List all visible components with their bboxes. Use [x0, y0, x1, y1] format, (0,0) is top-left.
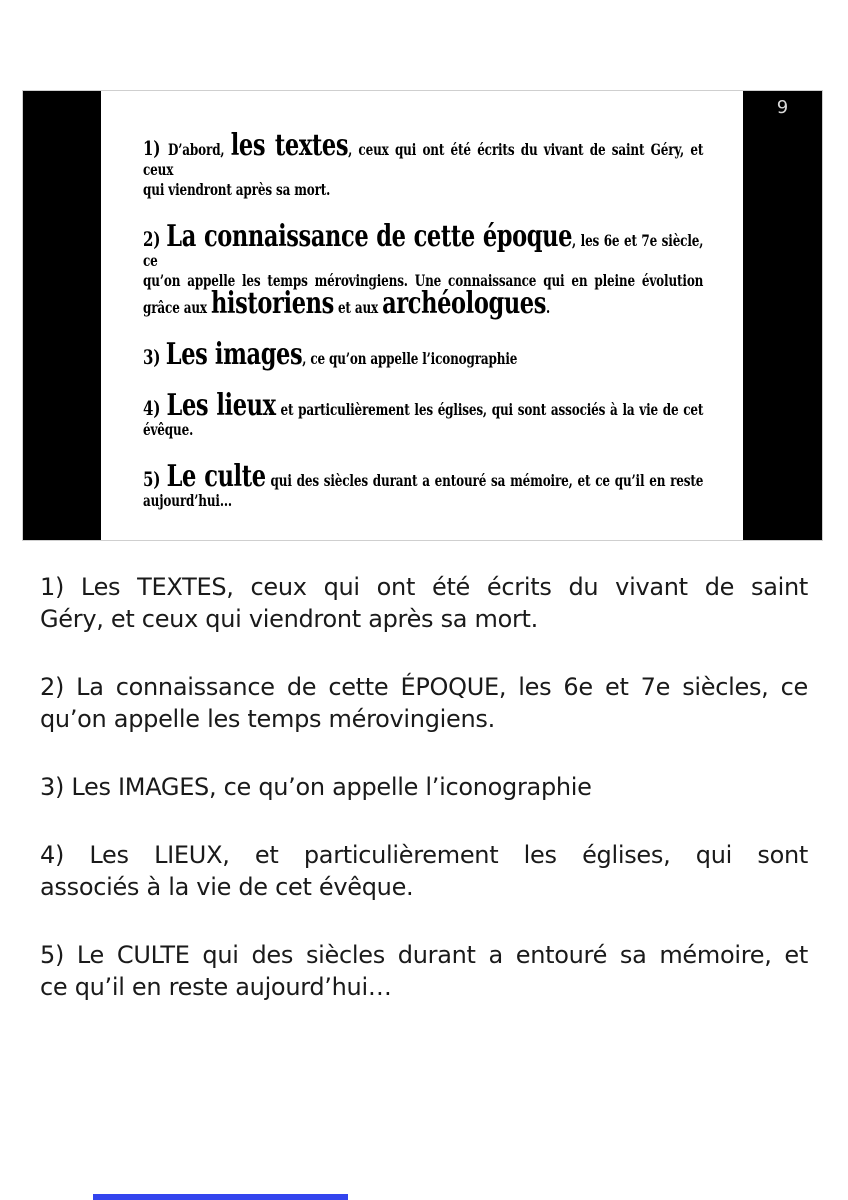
slide-text — [143, 128, 704, 511]
transcript-paragraph — [40, 671, 808, 735]
slide-text-segment: évêque. — [143, 420, 194, 439]
slide-text-line — [143, 337, 703, 372]
transcript-paragraph — [40, 571, 808, 635]
transcript-text-line: ce qu’il en reste aujourd’hui… — [40, 973, 392, 1001]
slide-paragraph — [143, 128, 704, 200]
slide-text-segment: , ce qu’on appelle l’iconographie — [302, 349, 518, 368]
slide-text-segment: 5) — [143, 467, 167, 491]
transcript-text-line: 3) Les IMAGES, ce qu’on appelle l’iconographie — [40, 773, 592, 801]
slide-text-line — [143, 180, 703, 200]
slide-text-line — [143, 128, 704, 180]
slide-left-black-bar — [23, 91, 101, 540]
slide-paragraph — [143, 337, 703, 372]
slide-paragraph — [143, 388, 704, 440]
transcript-text-line: 1) Les TEXTES, ceux qui ont été écrits du vivant de saint — [40, 573, 808, 601]
slide-text-segment: La connaissance de cette époque — [166, 219, 573, 254]
slide-image — [22, 90, 823, 541]
slide-page-number: 9 — [776, 97, 789, 118]
transcript-text-line: associés à la vie de cet évêque. — [40, 873, 414, 901]
slide-text-segment: 1) — [143, 136, 169, 160]
slide-text-segment: Les lieux — [166, 388, 276, 423]
slide-text-line — [143, 459, 704, 494]
transcript-text-line: 2) La connaissance de cette ÉPOQUE, les 6e et 7e siècles, ce — [40, 673, 808, 701]
slide-text-segment: qu’on appelle les temps mérovingiens. Une connaissance qui en pleine évolution — [143, 271, 704, 290]
transcript-text-line: qu’on appelle les temps mérovingiens. — [40, 705, 495, 733]
slide-paragraph — [143, 219, 704, 321]
slide-text-segment: . — [546, 298, 551, 317]
slide-text-segment: archéologues — [382, 286, 547, 321]
transcript-text-line: 5) Le CULTE qui des siècles durant a entouré sa mémoire, et — [40, 941, 808, 969]
slide-text-segment: , ceux qui ont été écrits du vivant de saint Géry, et ceux — [143, 140, 704, 179]
slide-text-segment: grâce aux — [143, 298, 211, 317]
slide-text-line — [143, 420, 703, 440]
transcript-paragraph — [40, 939, 808, 1003]
transcript-text-line: 4) Les LIEUX, et particulièrement les églises, qui sont — [40, 841, 808, 869]
slide-paragraph — [143, 459, 704, 511]
slide-text-segment: les textes — [230, 128, 349, 163]
bottom-accent-bar — [93, 1194, 348, 1200]
transcript-paragraph — [40, 839, 808, 903]
slide-text-segment: Le culte — [166, 459, 266, 494]
slide-text-line — [143, 388, 704, 423]
slide-text-line — [143, 491, 703, 511]
slide-text-segment: qui viendront après sa mort. — [143, 180, 331, 199]
slide-text-segment: et aux — [333, 298, 383, 317]
slide-text-line — [143, 286, 703, 321]
transcript — [40, 571, 808, 1039]
slide-text-segment: , les 6e et 7e siècle, ce — [143, 231, 704, 270]
slide-text-segment: 4) — [143, 396, 167, 420]
transcript-paragraph — [40, 771, 808, 803]
slide-text-segment: 2) — [143, 227, 167, 251]
transcript-text-line: Géry, et ceux qui viendront après sa mort. — [40, 605, 538, 633]
slide-text-segment: et particulièrement les églises, qui sont associés à la vie de cet — [275, 400, 704, 419]
slide-text-segment: D’abord, — [168, 140, 231, 159]
slide-text-segment: 3) — [143, 345, 166, 369]
slide-right-black-bar — [743, 91, 822, 540]
slide-text-line — [143, 219, 704, 271]
slide-text-segment: qui des siècles durant a entouré sa mémoire, et ce qu’il en reste — [265, 471, 704, 490]
slide-content-area — [101, 91, 743, 540]
slide-text-segment: Les images — [165, 337, 303, 372]
slide-text-segment: aujourd’hui... — [143, 491, 232, 510]
slide-text-segment: historiens — [210, 286, 334, 321]
